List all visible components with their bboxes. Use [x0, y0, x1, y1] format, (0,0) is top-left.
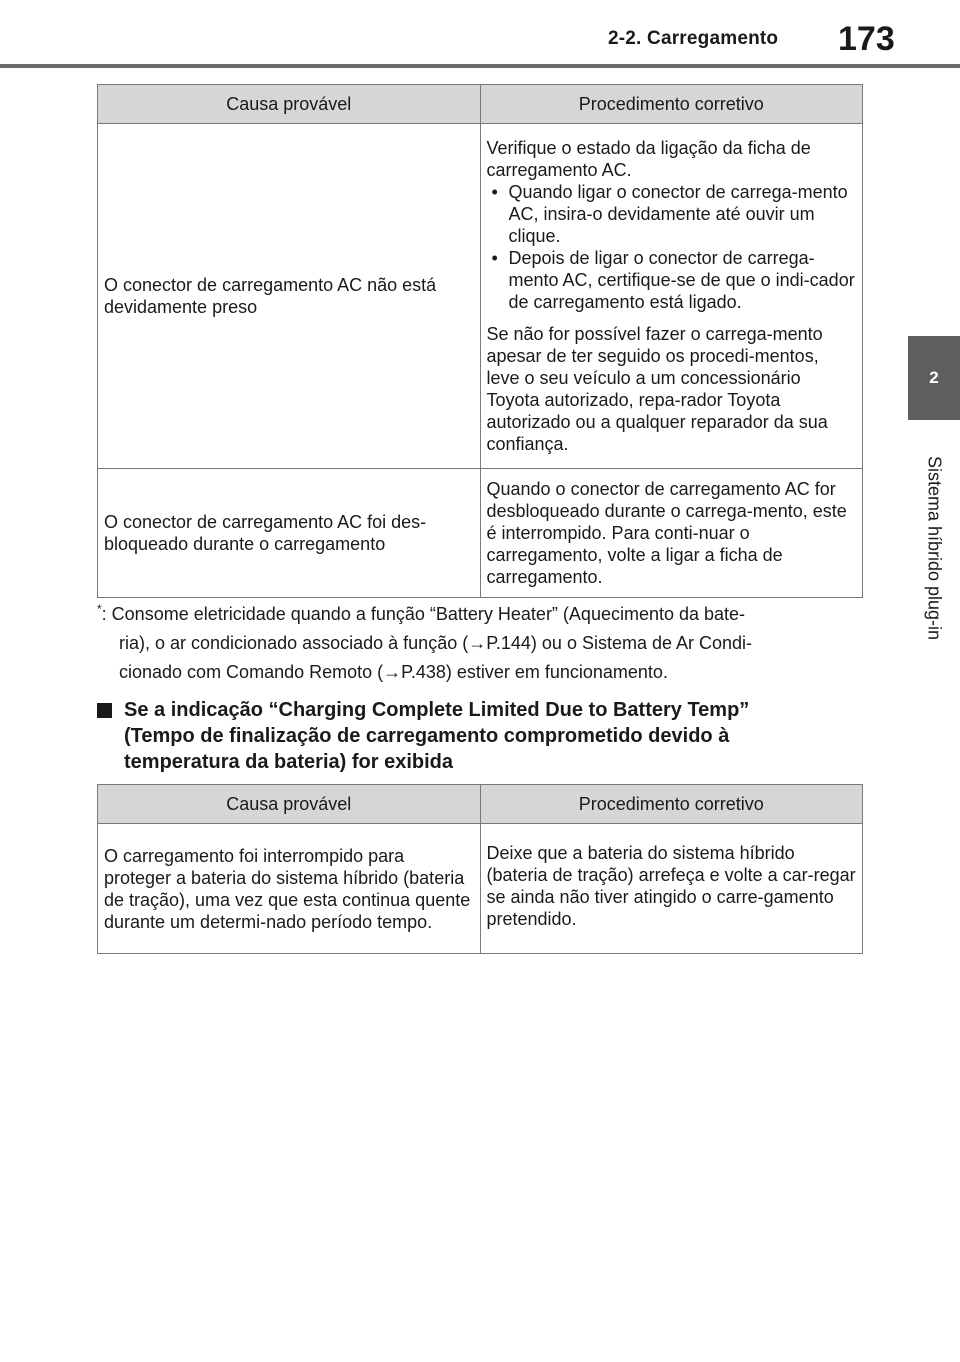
remedy-cell: Quando o conector de carregamento AC for desbloqueado durante o carrega-mento, este é interrompido. Para conti-nuar o carregamento, volte a ligar a ficha de carregamento. [480, 469, 863, 598]
troubleshooting-table-1 [97, 84, 863, 598]
page-number: 173 [838, 20, 895, 58]
footnote-text: : Consome eletricidade quando a função “Battery Heater” (Aquecimento da bate- [101, 604, 746, 624]
footnote-line [97, 600, 867, 629]
cause-cell: O conector de carregamento AC foi des-bloqueado durante o carregamento [98, 469, 481, 598]
remedy-cell: Deixe que a bateria do sistema híbrido (bateria de tração) arrefeça e volte a car-regar se ainda não tiver atingido o carre-gamento pretendido. [480, 824, 863, 954]
column-header-cause: Causa provável [98, 85, 481, 124]
footnote-line: ria), o ar condicionado associado à função (→P.144) ou o Sistema de Ar Condi- [119, 633, 753, 653]
section-title: 2-2. Carregamento [608, 28, 779, 49]
heading-line: temperatura da bateria) for exibida [124, 751, 453, 773]
footnote-line: cionado com Comando Remoto (→P.438) estiver em funcionamento. [119, 662, 668, 682]
square-bullet-icon [97, 703, 112, 718]
footnote-marker: * [97, 602, 102, 616]
list-item: • Depois de ligar o conector de carrega-mento AC, certifique-se de que o indi-cador de carregamento está ligado. [487, 247, 857, 313]
column-header-remedy: Procedimento corretivo [480, 85, 863, 124]
chapter-tab [908, 336, 960, 420]
remedy-bullet-list [487, 181, 857, 313]
column-header-cause: Causa provável [98, 785, 481, 824]
table-row [98, 124, 863, 469]
table-row [98, 469, 863, 598]
section-heading [97, 697, 867, 775]
cause-cell: O conector de carregamento AC não está devidamente preso [98, 124, 481, 469]
chapter-number: 2 [929, 368, 939, 387]
cause-cell: O carregamento foi interrompido para proteger a bateria do sistema híbrido (bateria de tração), uma vez que esta continua quente durante um determi-nado período tempo. [98, 824, 481, 954]
heading-line: Se a indicação “Charging Complete Limited Due to Battery Temp” [124, 699, 750, 721]
heading-line: (Tempo de finalização de carregamento comprometido devido à [124, 725, 730, 747]
column-header-remedy: Procedimento corretivo [480, 785, 863, 824]
chapter-label: Sistema híbrido plug-in [924, 455, 945, 641]
table-row [98, 824, 863, 954]
table-header-row [98, 785, 863, 824]
remedy-outro: Se não for possível fazer o carrega-mento apesar de ter seguido os procedi-mentos, leve o seu veículo a um concessionário Toyota autorizado, repa-rador Toyota autorizado ou a qualquer reparador da sua confiança. [486, 324, 828, 454]
table-header-row [98, 85, 863, 124]
remedy-intro: Verifique o estado da ligação da ficha de carregamento AC. [486, 138, 811, 180]
list-item: • Quando ligar o conector de carrega-mento AC, insira-o devidamente até ouvir um clique. [487, 181, 857, 247]
footnote [97, 600, 867, 687]
remedy-cell [480, 124, 863, 469]
troubleshooting-table-2 [97, 784, 863, 954]
header-divider [0, 64, 960, 68]
